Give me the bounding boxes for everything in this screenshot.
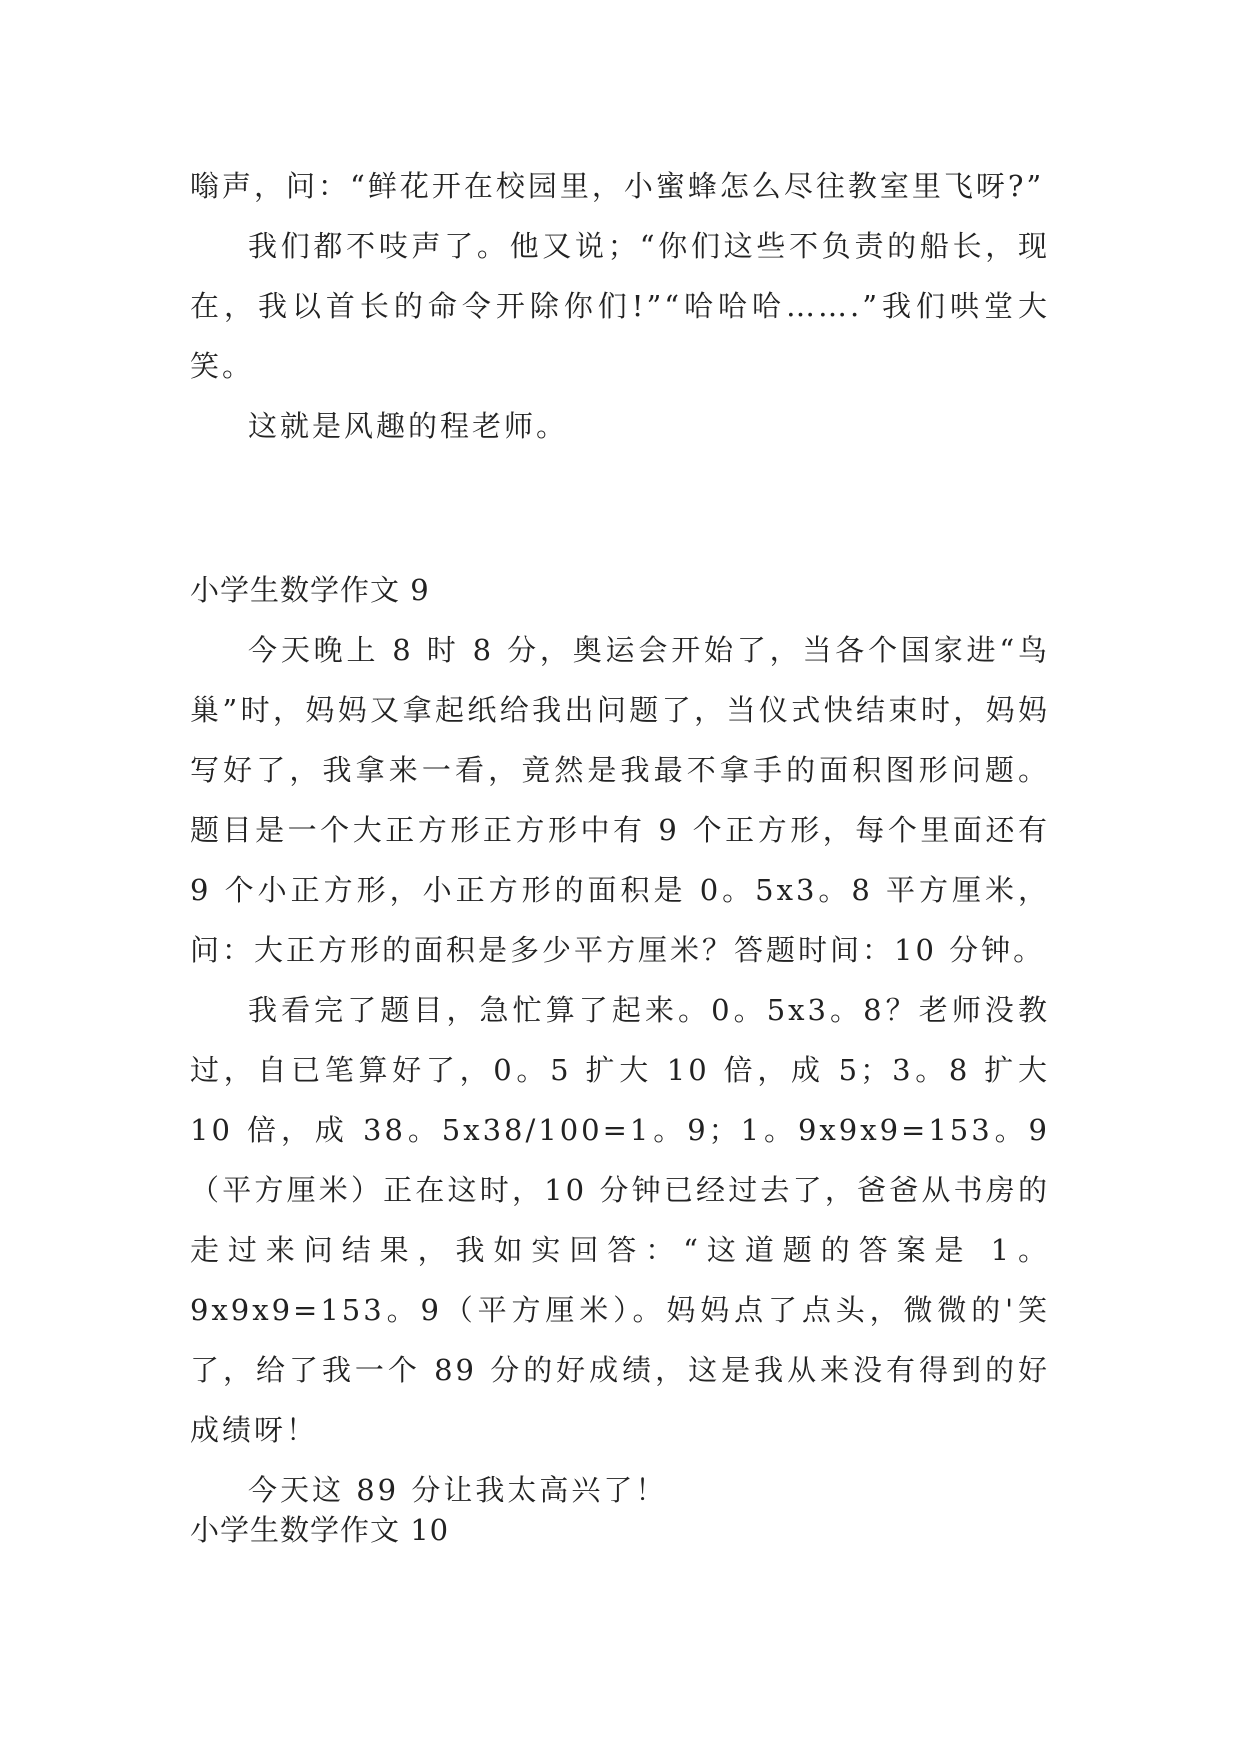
paragraph: 这就是风趣的程老师。: [248, 409, 569, 443]
paragraph: 今天晚上 8 时 8 分，奥运会开始了，当各个国家进“鸟巢”时，妈妈又拿起纸给我出问题了，当仪式快结束时，妈妈写好了，我拿来一看，竟然是我最不拿手的面积图形问题。题目是一个大正方形正方形中有 9 个正方形，每个里面还有 9 个小正方形，小正方形的面积是 0。5x3。8 平方厘米，问：大正方形的面积是多少平方厘米？答题时间：10 分钟。: [190, 633, 1050, 967]
paragraph: 我们都不吱声了。他又说；“你们这些不负责的船长，现在，我以首长的命令开除你们!”“哈哈哈…….”我们哄堂大笑。: [190, 229, 1050, 383]
essay-9-body: [190, 620, 1050, 1520]
paragraph: 今天这 89 分让我太高兴了！: [248, 1473, 668, 1507]
paragraph: 嗡声，问：“鲜花开在校园里，小蜜蜂怎么尽往教室里飞呀?”: [190, 169, 1045, 203]
essay-10-title: 小学生数学作文 10: [190, 1513, 450, 1547]
essay-9-title: 小学生数学作文 9: [190, 573, 430, 607]
paragraph: 我看完了题目，急忙算了起来。0。5x3。8？老师没教过，自已笔算好了，0。5 扩大 10 倍，成 5；3。8 扩大 10 倍，成 38。5x38/100=1。9；1。9x9x9=153。9（平方厘米）正在这时，10 分钟已经过去了，爸爸从书房的走过来问结果，我如实回答：“这道题的答案是 1。9x9x9=153。9（平方厘米）。妈妈点了点头，微微的'笑了，给了我一个 89 分的好成绩，这是我从来没有得到的好成绩呀！: [190, 993, 1050, 1447]
previous-essay-ending: [190, 156, 1050, 456]
